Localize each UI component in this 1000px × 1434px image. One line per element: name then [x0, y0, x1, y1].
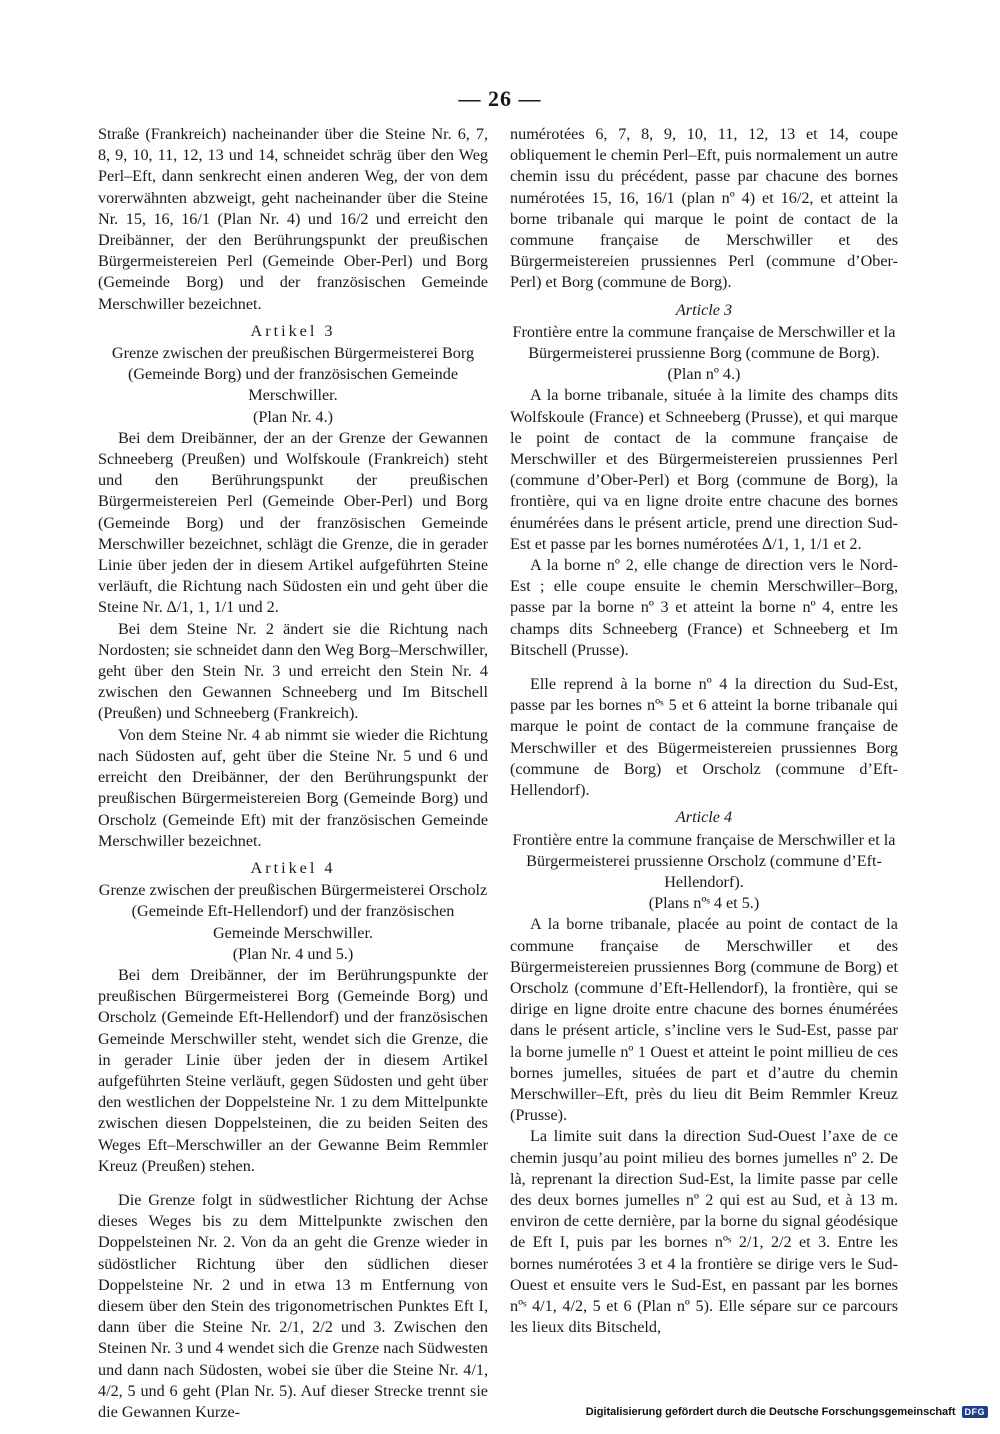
french-art4-p2: La limite suit dans la direction Sud-Ouest l’axe de ce chemin jusqu’au point milieu des bornes jumelles nº 2. De là, reprenant la direction Sud-Est, la limite passe par celle des deux bornes jumelles nº 2 qui est au Sud, et à 13 m. environ de cette dernière, par la borne du signal géodésique de Eft I, puis par les bornes nºˢ 2/1, 2/2 et 3. Entre les bornes numérotées 3 et 4 la frontière se dirige vers le Sud-Ouest et ensuite vers le Sud-Est, en passant par les bornes nºˢ 4/1, 4/2, 5 et 6 (Plan nº 5). Elle sépare sur ce parcours les lieux dits Bitscheld,	[510, 1127, 898, 1337]
german-para1: Straße (Frankreich) nacheinander über die Steine Nr. 6, 7, 8, 9, 10, 11, 12, 13 und 14, schneidet schräg über den Weg Perl–Eft, dann senkrecht einen anderen Weg, der von dem vorerwähnten abzweigt, geht nacheinander über die Steine Nr. 15, 16, 16/1 (Plan Nr. 4) und 16/2 und erreicht den Dreibänner, der den Berührungspunkt der preußischen Bürgermeistereien Perl (Gemeinde Ober-Perl) und Borg (Gemeinde Borg) und der französischen Gemeinde Merschwiller bezeichnet.	[98, 125, 488, 313]
french-column	[510, 124, 898, 1338]
dfg-logo-icon: DFG	[962, 1406, 989, 1418]
german-art3-heading: Grenze zwischen der preußischen Bürgermeisterei Borg (Gemeinde Borg) und der französischen Gemeinde Merschwiller.	[111, 344, 475, 405]
french-para1: numérotées 6, 7, 8, 9, 10, 11, 12, 13 et 14, coupe obliquement le chemin Perl–Eft, puis normalement un autre chemin issu du précédent, passe par chacune des bornes numérotées 15, 16, 16/1 (plan nº 4) et 16/2, et atteint la borne tribanale qui marque le point de contact de la commune française de Merschwiller et des Bürgermeistereien prussiennes Perl (commune d’Ober-Perl) et Borg (commune de Borg).	[510, 125, 898, 292]
page-number: — 26 —	[458, 86, 542, 111]
german-art4-heading: Grenze zwischen der preußischen Bürgermeisterei Orscholz (Gemeinde Eft-Hellendorf) und der französischen Gemeinde Merschwiller.	[98, 881, 488, 942]
german-art3-p2: Bei dem Steine Nr. 2 ändert sie die Richtung nach Nordosten; sie schneidet dann den Weg Borg–Merschwiller, geht über den Stein Nr. 3 und erreicht den Stein Nr. 4 zwischen den Gewannen Schneeberg und Im Bitschell (Preußen) und Schneeberg (Frankreich).	[98, 619, 488, 723]
french-art3-plan: (Plan nº 4.)	[667, 365, 741, 384]
french-art4-title: Article 4	[675, 808, 733, 827]
french-art3-p1: A la borne tribanale, située à la limite des champs dits Wolfskoule (France) et Schneeberg (Prusse), et qui marque le point de contact de la commune française de Merschwiller et des Bürgermeistereien prussiennes Perl (commune d’Ober-Perl) et Borg (commune de Borg), la frontière, qui va en ligne droite entre chacune des bornes énumérées dans le présent article, prend une direction Sud-Est et passe par les bornes numérotées ∆/1, 1, 1/1 et 2.	[510, 386, 898, 553]
german-art3-plan: (Plan Nr. 4.)	[252, 407, 334, 426]
german-art4-title: Artikel 4	[250, 858, 336, 877]
french-art3-heading: Frontière entre la commune française de Merschwiller et la Bürgermeisterei prussienne Borg (commune de Borg).	[512, 322, 896, 363]
german-column	[98, 124, 488, 1423]
german-art3-p1: Bei dem Dreibänner, der an der Grenze der Gewannen Schneeberg (Preußen) und Wolfskoule (Frankreich) steht und den Berührungspunkt der preußischen Bürgermeistereien Perl (Gemeinde Ober-Perl) und Borg (Gemeinde Borg) und der französischen Gemeinde Merschwiller bezeichnet, schlägt die Grenze, die in gerader Linie über jeden der in diesem Artikel aufgeführten Steine verläuft, die Richtung nach Südosten ein und geht über die Steine Nr. ∆/1, 1, 1/1 und 2.	[98, 428, 488, 617]
german-art4-p2: Die Grenze folgt in südwestlicher Richtung der Achse dieses Weges bis zu dem Mittelpunkte zwischen den Doppelsteinen Nr. 2. Von da an geht die Grenze wieder in südöstlicher Richtung über den südlichen dieser Doppelsteine Nr. 2 und in etwa 13 m Entfernung von diesem über den Stein des trigonometrischen Punktes Eft I, dann über die Steine Nr. 2/1, 2/2 und 3. Zwischen den Steinen Nr. 3 und 4 wendet sich die Grenze nach Südwesten und dann nach Südosten, wobei sie über die Steine Nr. 4/1, 4/2, 5 und 6 geht (Plan Nr. 5). Auf dieser Strecke trennt sie die Gewannen Kurze-	[98, 1190, 488, 1421]
german-art4-p1: Bei dem Dreibänner, der im Berührungspunkte der preußischen Bürgermeisterei Borg (Gemeinde Borg) und Orscholz (Gemeinde Eft-Hellendorf) und der französischen Gemeinde Merschwiller steht, wendet sich die Grenze, die in gerader Linie über jeden der in diesem Artikel aufgeführten Steine verläuft, gegen Südosten und geht über den westlichen der Doppelsteine Nr. 1 zu dem Mittelpunkte zwischen diesen Doppelsteinen, die zu beiden Seiten des Weges Eft–Merschwiller an der Gewanne Beim Remmler Kreuz (Preußen) stehen.	[98, 965, 488, 1175]
german-art3-p3: Von dem Steine Nr. 4 ab nimmt sie wieder die Richtung nach Südosten auf, geht über die Steine Nr. 5 und 6 und erreicht den Dreibänner, der den Berührungspunkt der preußischen Bürgermeistereien Borg (Gemeinde Borg) und Orscholz (Gemeinde Eft) mit der französischen Gemeinde Merschwiller bezeichnet.	[98, 725, 488, 850]
german-art3-title: Artikel 3	[250, 321, 336, 340]
french-art4-heading: Frontière entre la commune française de Merschwiller et la Bürgermeisterei prussienne Orscholz (commune d’Eft-Hellendorf).	[512, 830, 896, 891]
french-art4-plan: (Plans nºˢ 4 et 5.)	[648, 894, 760, 913]
footer-credit	[586, 1406, 988, 1418]
french-art4-p1: A la borne tribanale, placée au point de contact de la commune française de Merschwiller et des Bürgermeistereien prussiennes Borg (commune de Borg) et Orscholz (commune d’Eft-Hellendorf), la frontière, qui se dirige en ligne droite entre chacune des bornes énumérées dans le présent article, s’incline vers le Sud-Est, passe par la borne jumelle nº 1 Ouest et atteint le point millieu de ces bornes jumelles, situées de part et d’autre du chemin Merschwiller–Eft, près du lieu dit Beim Remmler Kreuz (Prusse).	[510, 915, 898, 1125]
french-art3-p2: A la borne nº 2, elle change de direction vers le Nord-Est ; elle coupe ensuite le chemin Merschwiller–Borg, passe par la borne nº 3 et atteint la borne nº 4, entre les champs dits Schneeberg (France) et Schneeberg et Im Bitschell (Prusse).	[510, 556, 898, 659]
french-art3-p3: Elle reprend à la borne nº 4 la direction du Sud-Est, passe par les bornes nºˢ 5 et 6 atteint la borne tribanale qui marque le point de contact de la commune française de Merschwiller et des Bügermeistereien prussiennes Borg (commune de Borg) et Orscholz (commune d’Eft-Hellendorf).	[510, 675, 898, 800]
footer-text: Digitalisierung gefördert durch die Deutsche Forschungsgemeinschaft	[585, 1406, 956, 1418]
german-art4-plan: (Plan Nr. 4 und 5.)	[232, 944, 354, 963]
french-art3-title: Article 3	[675, 300, 733, 319]
